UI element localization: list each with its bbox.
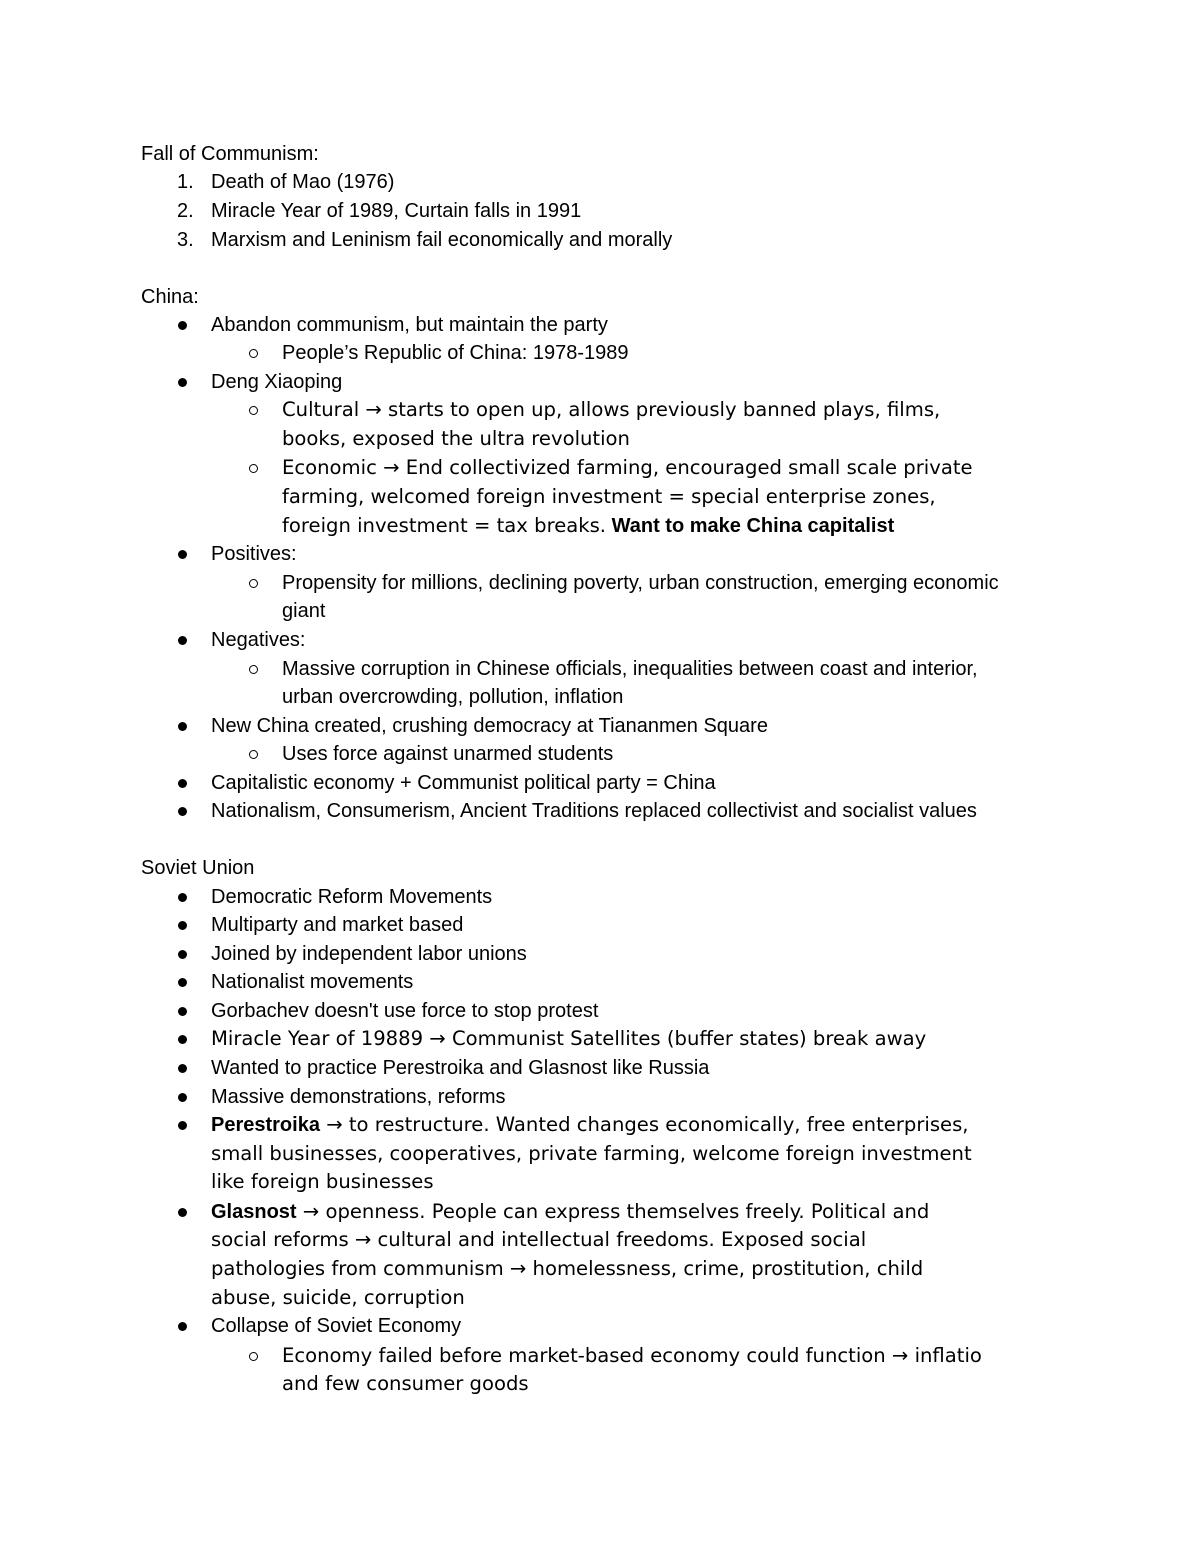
list-item: Miracle Year of 1989, Curtain falls in 1991 bbox=[211, 200, 582, 222]
list-item: Democratic Reform Movements bbox=[211, 886, 493, 908]
list-item: Multiparty and market based bbox=[211, 914, 464, 936]
list-item: Marxism and Leninism fail economically and morally bbox=[211, 229, 673, 251]
bullet-icon bbox=[178, 722, 187, 731]
list-item-continuation: giant bbox=[282, 600, 326, 622]
bullet-icon bbox=[178, 893, 187, 902]
list-item: Wanted to practice Perestroika and Glasnost like Russia bbox=[211, 1057, 710, 1079]
list-item: Capitalistic economy + Communist political party = China bbox=[211, 772, 716, 794]
list-item: Positives: bbox=[211, 543, 297, 565]
list-item-continuation: and few consumer goods bbox=[282, 1372, 529, 1395]
circle-bullet-icon bbox=[249, 464, 258, 473]
list-item: Uses force against unarmed students bbox=[282, 743, 614, 765]
list-item: New China created, crushing democracy at Tiananmen Square bbox=[211, 715, 768, 737]
text-segment: → openness. People can express themselves freely. Political and bbox=[296, 1200, 930, 1223]
list-item: Negatives: bbox=[211, 629, 306, 651]
bullet-icon bbox=[178, 950, 187, 959]
list-item: Joined by independent labor unions bbox=[211, 943, 527, 965]
list-item: Miracle Year of 19889 → Communist Satellites (buffer states) break away bbox=[211, 1027, 927, 1050]
list-item-continuation: abuse, suicide, corruption bbox=[211, 1286, 465, 1309]
list-item: Death of Mao (1976) bbox=[211, 171, 395, 193]
bullet-icon bbox=[178, 1208, 187, 1217]
list-item: Gorbachev doesn't use force to stop protest bbox=[211, 1000, 599, 1022]
list-item: Nationalism, Consumerism, Ancient Traditions replaced collectivist and socialist values bbox=[211, 800, 977, 822]
list-item bbox=[211, 1198, 929, 1226]
bullet-icon bbox=[178, 321, 187, 330]
bullet-icon bbox=[178, 636, 187, 645]
list-item-continuation: books, exposed the ultra revolution bbox=[282, 427, 630, 450]
list-item: Massive corruption in Chinese officials, inequalities between coast and interior, bbox=[282, 658, 978, 680]
list-item-continuation: pathologies from communism → homelessness, crime, prostitution, child bbox=[211, 1257, 924, 1280]
list-item bbox=[211, 1111, 969, 1139]
circle-bullet-icon bbox=[249, 579, 258, 588]
text-segment: foreign investment = tax breaks. bbox=[282, 514, 607, 537]
list-item: Deng Xiaoping bbox=[211, 371, 343, 393]
bold-term: Perestroika bbox=[211, 1114, 320, 1136]
bullet-icon bbox=[178, 921, 187, 930]
bullet-icon bbox=[178, 1322, 187, 1331]
list-item: Massive demonstrations, reforms bbox=[211, 1086, 506, 1108]
list-item: Abandon communism, but maintain the party bbox=[211, 314, 608, 336]
circle-bullet-icon bbox=[249, 349, 258, 358]
china-heading: China: bbox=[141, 286, 199, 308]
list-item-continuation bbox=[282, 512, 894, 540]
bullet-icon bbox=[178, 1121, 187, 1130]
circle-bullet-icon bbox=[249, 1352, 258, 1361]
list-number: 1. bbox=[177, 171, 194, 193]
circle-bullet-icon bbox=[249, 406, 258, 415]
bold-term: Glasnost bbox=[211, 1201, 297, 1223]
fall-heading: Fall of Communism: bbox=[141, 143, 319, 165]
list-item-continuation: farming, welcomed foreign investment = special enterprise zones, bbox=[282, 485, 936, 508]
bullet-icon bbox=[178, 807, 187, 816]
bold-emphasis: Want to make China capitalist bbox=[611, 515, 895, 537]
list-number: 3. bbox=[177, 229, 194, 251]
list-item-continuation: social reforms → cultural and intellectual freedoms. Exposed social bbox=[211, 1228, 867, 1251]
list-item-continuation: small businesses, cooperatives, private farming, welcome foreign investment bbox=[211, 1142, 972, 1165]
bullet-icon bbox=[178, 1093, 187, 1102]
circle-bullet-icon bbox=[249, 665, 258, 674]
soviet-heading: Soviet Union bbox=[141, 857, 255, 879]
bullet-icon bbox=[178, 1035, 187, 1044]
bullet-icon bbox=[178, 1064, 187, 1073]
list-item: People’s Republic of China: 1978-1989 bbox=[282, 342, 629, 364]
bullet-icon bbox=[178, 978, 187, 987]
list-item: Nationalist movements bbox=[211, 971, 414, 993]
bullet-icon bbox=[178, 1007, 187, 1016]
list-item: Economic → End collectivized farming, encouraged small scale private bbox=[282, 456, 973, 479]
bullet-icon bbox=[178, 779, 187, 788]
list-number: 2. bbox=[177, 200, 194, 222]
list-item: Cultural → starts to open up, allows previously banned plays, films, bbox=[282, 398, 941, 421]
circle-bullet-icon bbox=[249, 750, 258, 759]
list-item-continuation: urban overcrowding, pollution, inflation bbox=[282, 686, 624, 708]
list-item: Propensity for millions, declining poverty, urban construction, emerging economic bbox=[282, 572, 999, 594]
list-item: Collapse of Soviet Economy bbox=[211, 1315, 462, 1337]
text-segment: → to restructure. Wanted changes economically, free enterprises, bbox=[319, 1113, 969, 1136]
list-item-continuation: like foreign businesses bbox=[211, 1170, 434, 1193]
bullet-icon bbox=[178, 550, 187, 559]
bullet-icon bbox=[178, 378, 187, 387]
list-item: Economy failed before market-based economy could function → inflatio bbox=[282, 1344, 982, 1367]
